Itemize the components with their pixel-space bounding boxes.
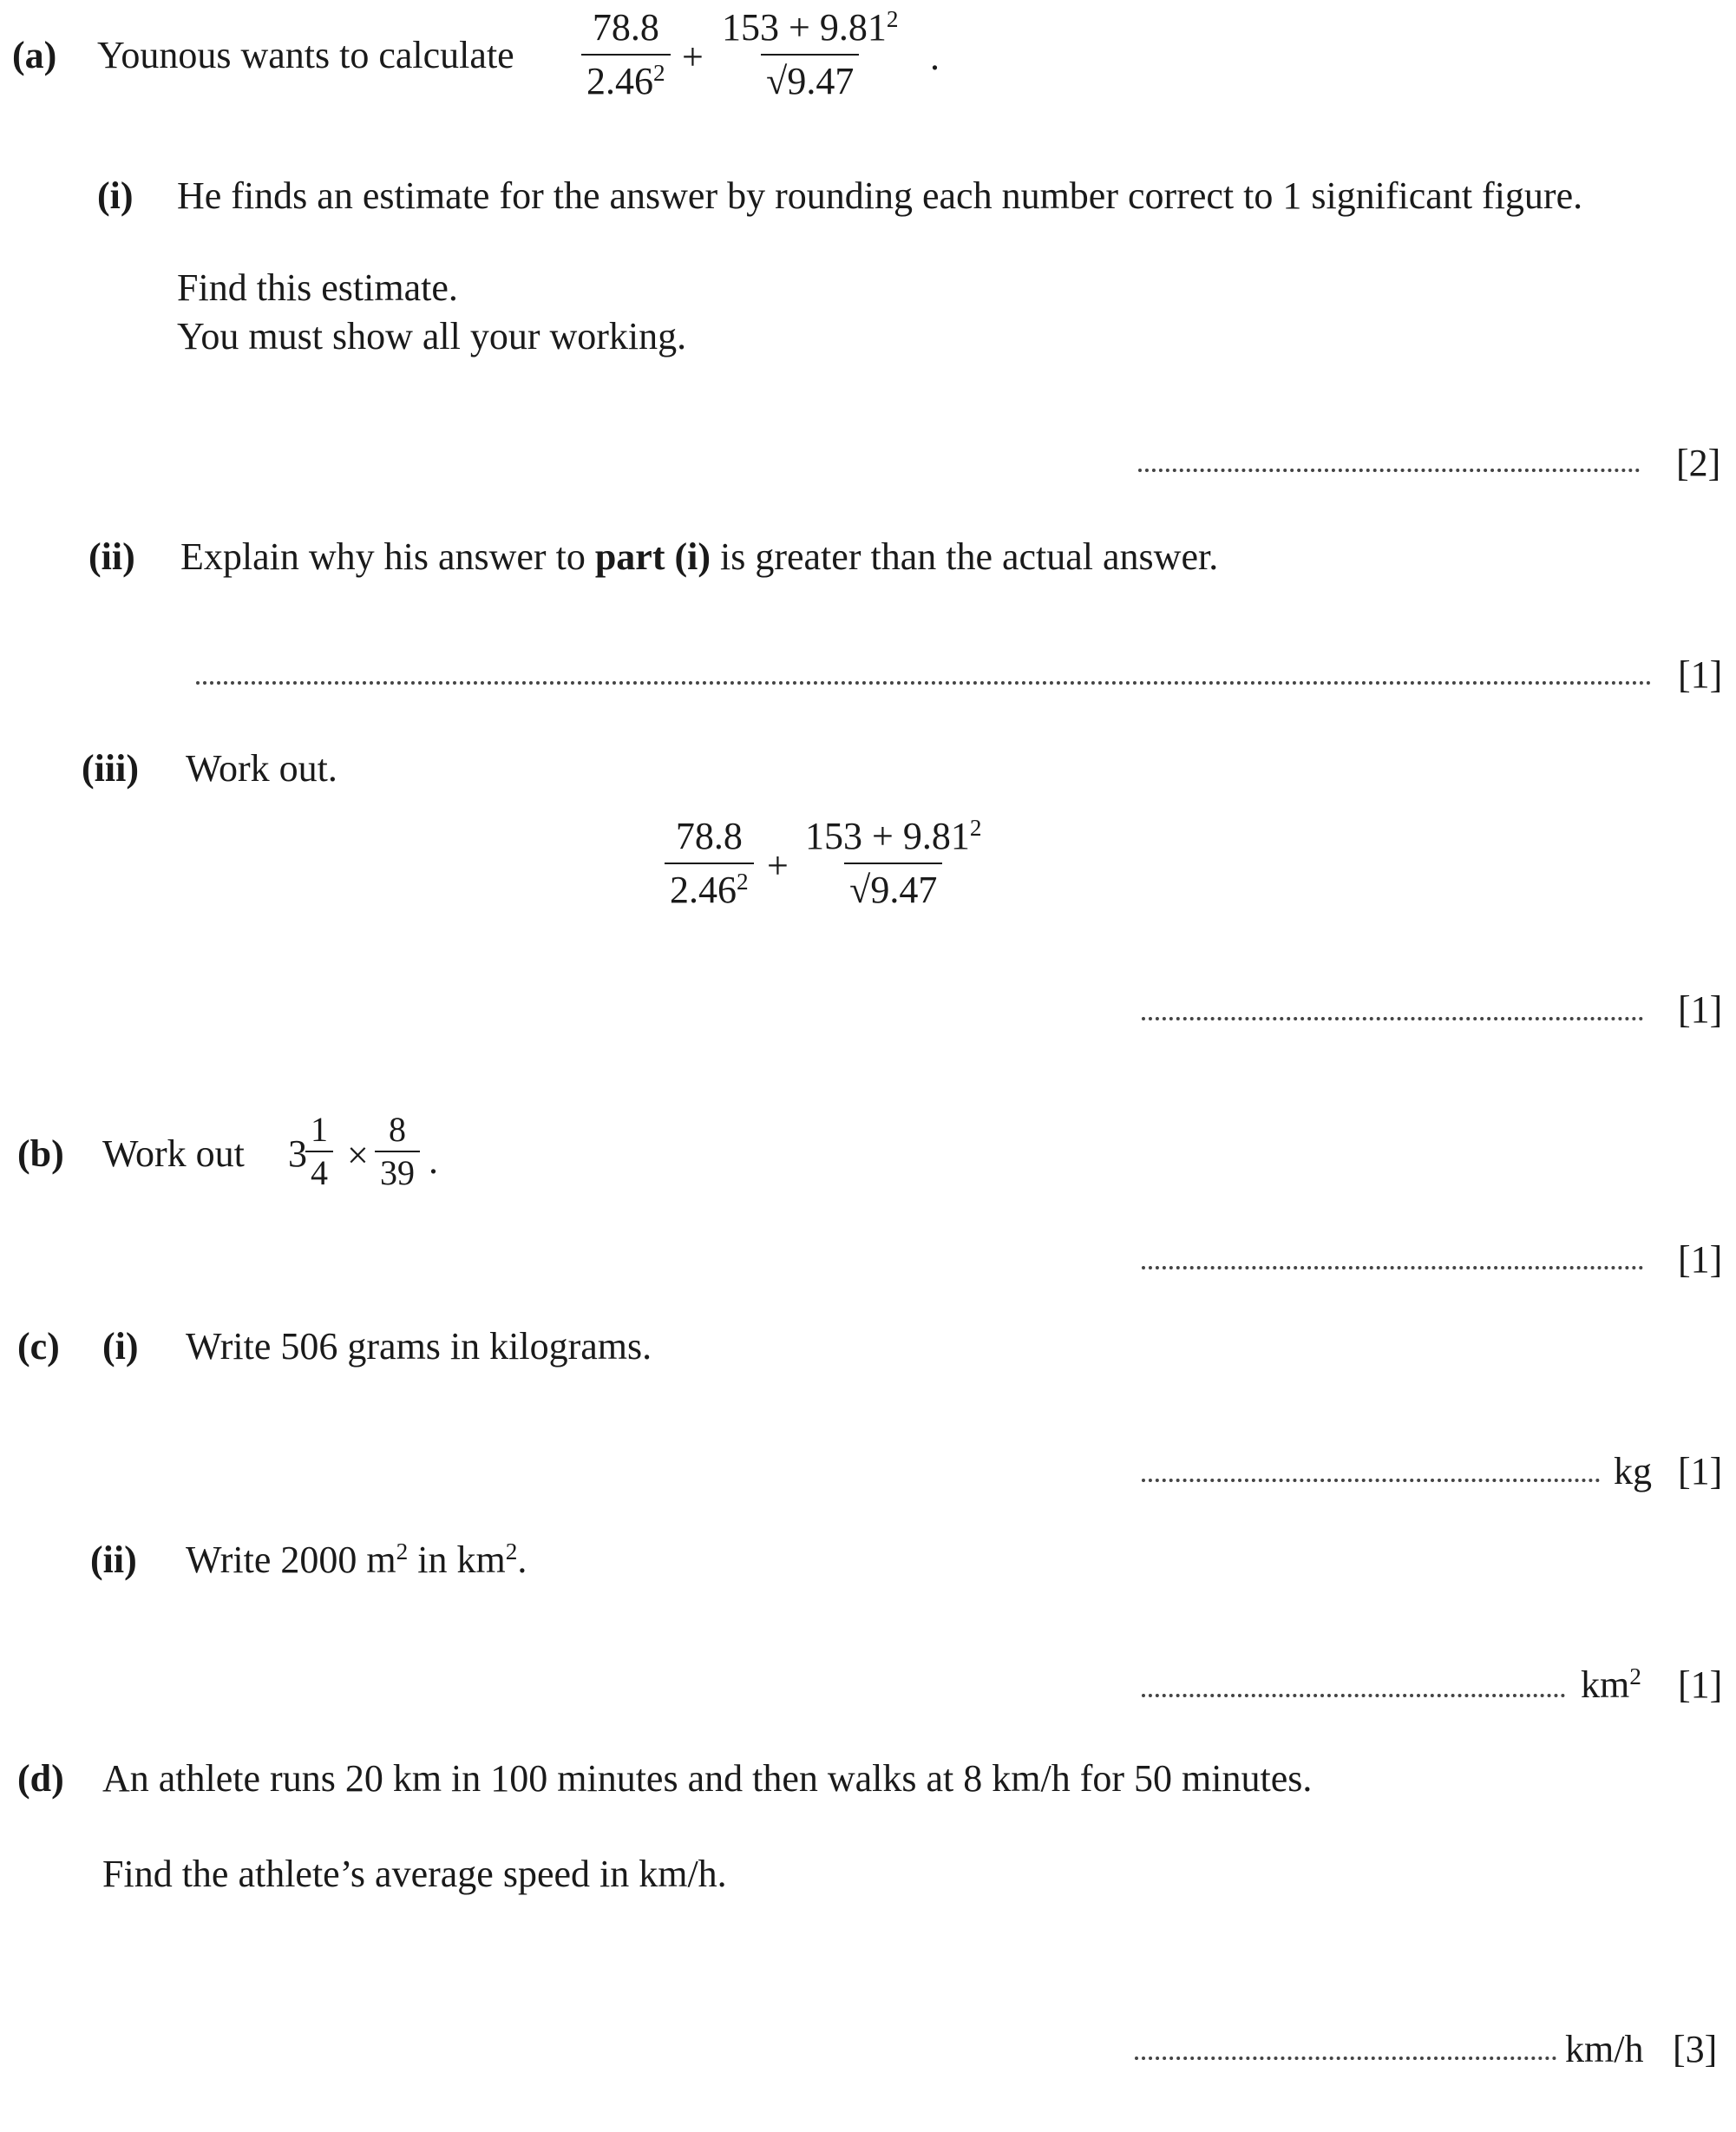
c-i-marks: [1] — [1678, 1450, 1723, 1492]
c-i-unit: kg — [1614, 1450, 1652, 1492]
d-unit: km/h — [1565, 2028, 1644, 2070]
a-iii-label: (iii) — [82, 747, 139, 790]
d-line1: An athlete runs 20 km in 100 minutes and then walks at 8 km/h for 50 minutes. — [102, 1757, 1313, 1800]
a-i-label: (i) — [97, 174, 134, 217]
part-a-label: (a) — [12, 34, 57, 76]
a-i-line1: Find this estimate. — [177, 266, 458, 309]
c-ii-answer-line[interactable] — [1142, 1694, 1565, 1697]
part-d-label: (d) — [17, 1757, 64, 1800]
c-i-text: Write 506 grams in kilograms. — [186, 1325, 652, 1368]
a-i-text: He finds an estimate for the answer by rounding each number correct to 1 significant figure. — [177, 174, 1583, 217]
a-iii-fraction-1 — [665, 817, 754, 909]
a-end-period: . — [930, 36, 940, 78]
c-ii-unit: $km^2$ — [1581, 1663, 1641, 1706]
a-fraction-1 — [581, 6, 671, 102]
b-times-sign: × — [347, 1134, 369, 1177]
part-b-text: Work out — [102, 1132, 245, 1175]
a-plus-sign: + — [682, 36, 704, 78]
a-fraction-1-numerator: 78.8 — [592, 6, 659, 49]
a-iii-text: Work out. — [186, 747, 337, 790]
a-i-line2: You must show all your working. — [177, 315, 687, 358]
a-iii-plus-sign: + — [767, 844, 789, 887]
c-i-label: (i) — [102, 1325, 139, 1368]
a-ii-answer-line[interactable] — [196, 681, 1652, 685]
a-iii-fraction-2-denominator: √ 9.47 — [844, 863, 942, 909]
a-ii-label: (ii) — [88, 535, 135, 578]
a-iii-answer-line[interactable] — [1142, 1017, 1643, 1020]
a-fraction-1-denominator: 2.46$^2$ — [581, 54, 671, 101]
a-ii-text: Explain why his answer to part (i) is greater than the actual answer. — [180, 535, 1219, 578]
c-ii-text: Write 2000 $m^2$ in $km^2$. — [186, 1538, 527, 1581]
a-fraction-2 — [717, 6, 903, 102]
a-iii-marks: [1] — [1678, 988, 1723, 1031]
a-i-marks: [2] — [1676, 442, 1721, 484]
b-whole-number: 3 — [288, 1132, 307, 1175]
b-answer-line[interactable] — [1142, 1266, 1643, 1269]
a-iii-fraction-1-denominator: 2.46$^2$ — [665, 863, 754, 909]
a-iii-fraction-2-numerator: 153 + 9.81$^2$ — [805, 815, 982, 857]
b-fraction-2 — [375, 1112, 420, 1191]
a-ii-marks: [1] — [1678, 653, 1723, 696]
b-fraction-1 — [305, 1112, 333, 1191]
d-line2: Find the athlete’s average speed in km/h. — [102, 1853, 727, 1895]
a-iii-fraction-1-numerator: 78.8 — [675, 815, 743, 857]
b-marks: [1] — [1678, 1238, 1723, 1281]
c-ii-marks: [1] — [1678, 1663, 1723, 1706]
part-a-text: Younous wants to calculate — [97, 34, 514, 76]
a-i-answer-line[interactable] — [1138, 469, 1640, 472]
d-marks: [3] — [1673, 2028, 1718, 2070]
a-iii-fraction-2 — [800, 817, 986, 909]
c-i-answer-line[interactable] — [1142, 1479, 1600, 1482]
b-end-period: . — [429, 1139, 438, 1182]
a-fraction-2-numerator: 153 + 9.81$^2$ — [722, 6, 899, 49]
part-b-label: (b) — [17, 1132, 64, 1175]
d-answer-line[interactable] — [1135, 2057, 1556, 2060]
b-fraction-2-numerator: 8 — [389, 1110, 406, 1149]
part-c-label: (c) — [17, 1325, 60, 1368]
b-fraction-1-denominator: 4 — [305, 1151, 333, 1191]
a-fraction-2-denominator: √ 9.47 — [761, 54, 859, 101]
sqrt-icon: √ — [766, 60, 788, 102]
b-fraction-1-numerator: 1 — [311, 1110, 328, 1149]
sqrt-icon: √ — [849, 869, 871, 911]
b-fraction-2-denominator: 39 — [375, 1151, 420, 1191]
c-ii-label: (ii) — [90, 1538, 137, 1581]
